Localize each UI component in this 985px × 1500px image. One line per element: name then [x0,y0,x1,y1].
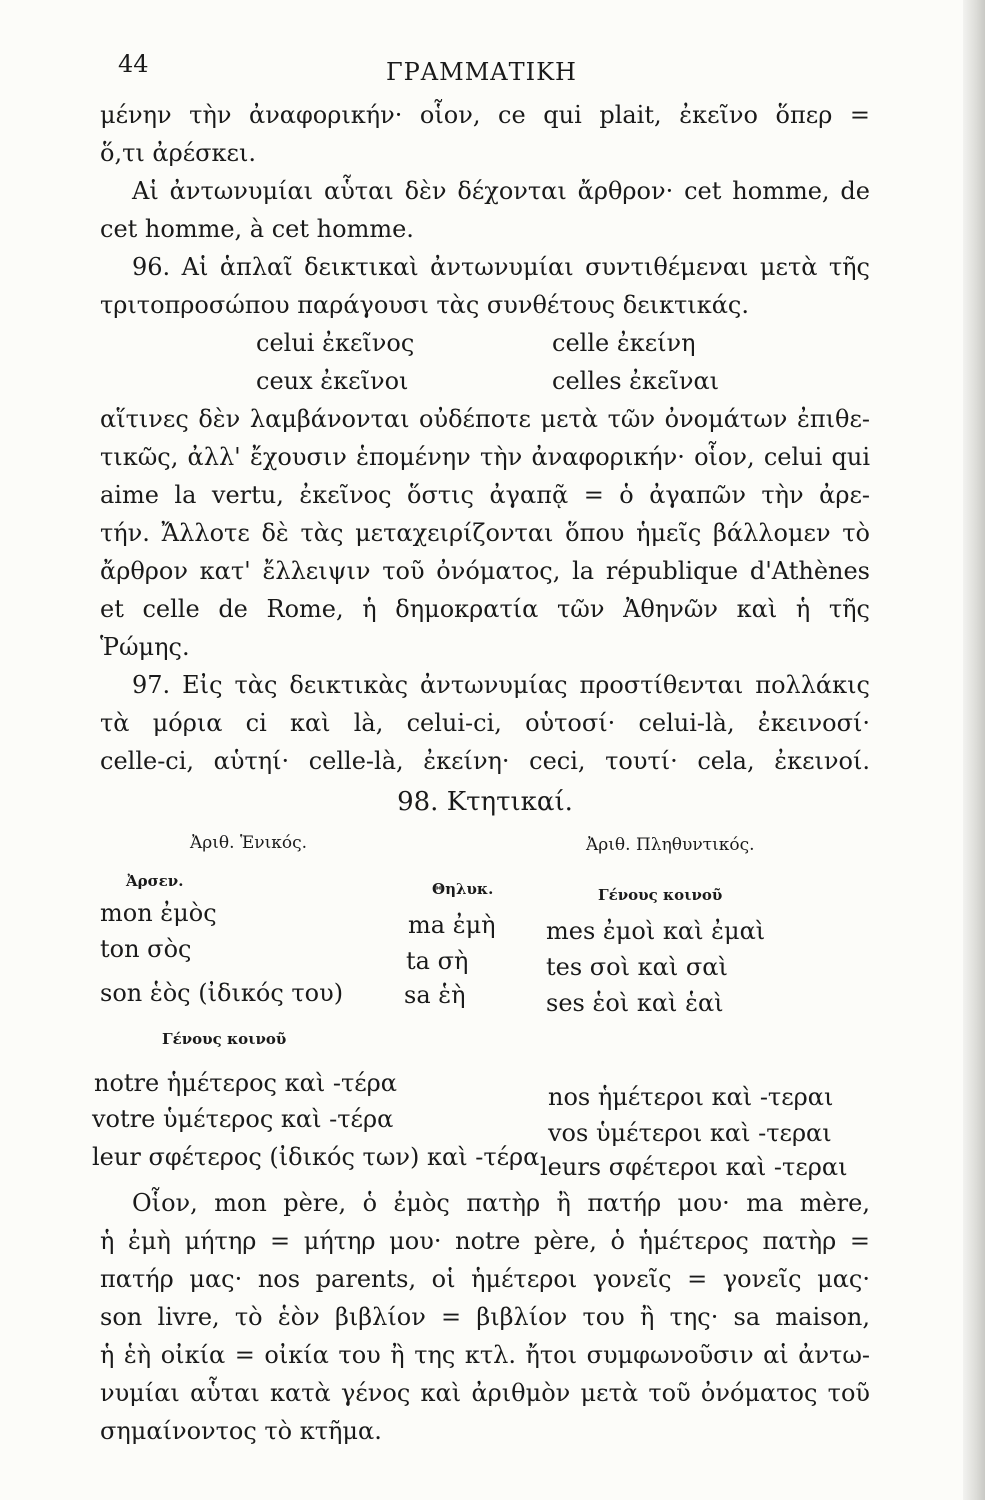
singular-caption: Ἀριθ. Ἑνικός. [190,833,308,853]
demonstrative-fem: celle ἐκείνη [552,329,696,357]
text-line: celle-ci, αὑτηί· celle-là, ἐκείνη· ceci, τουτί· cela, ἐκεινοί. [100,747,870,775]
section-heading: 98. Κτητικαί. [397,787,573,817]
plural-form: mes ἐμοὶ καὶ ἐμαὶ [546,917,766,945]
masculine-form: son ἑὸς (ἰδικός του) [100,979,344,1007]
paragraph-96 [100,248,870,324]
text-line: τριτοπροσώπου παράγουσι τὰς συνθέτους δεικτικάς. [100,291,749,319]
text-line: Αἱ ἀντωνυμίαι αὗται δὲν δέχονται ἄρθρον· cet homme, de [132,177,870,205]
text-line: μένην τὴν ἀναφορικήν· οἷον, ce qui plait, ἐκεῖνο ὅπερ = [100,101,870,129]
common-plural-form: nos ἡμέτεροι καὶ -τεραι [548,1083,834,1111]
text-line: ἄρθρον κατ' ἔλλειψιν τοῦ ὀνόματος, la république d'Athènes [100,557,870,585]
text-line: σημαίνοντος τὸ κτῆμα. [100,1417,382,1445]
plural-caption: Ἀριθ. Πληθυντικός. [586,835,755,855]
masculine-form: mon ἐμὸς [100,899,217,927]
demonstrative-fem: celles ἐκεῖναι [552,367,720,395]
page-body [92,96,870,1450]
demonstrative-row [100,362,870,400]
text-line: τήν. Ἄλλοτε δὲ τὰς μεταχειρίζονται ὅπου ἡμεῖς βάλλομεν τὸ [100,519,870,547]
common-heading: Γένους κοινοῦ [162,1030,287,1048]
text-line: νυμίαι αὗται κατὰ γένος καὶ ἀριθμὸν μετὰ τοῦ ὀνόματος τοῦ [100,1379,870,1407]
feminine-form: ma ἐμὴ [408,911,496,939]
text-line: son livre, τὸ ἑὸν βιβλίον = βιβλίον του ἢ της· sa maison, [100,1303,870,1331]
masculine-heading: Ἀρσεν. [126,872,184,890]
text-line: cet homme, à cet homme. [100,215,414,243]
running-header [118,50,865,90]
text-line: Οἷον, mon père, ὁ ἐμὸς πατὴρ ἢ πατήρ μου· ma mère, [132,1189,870,1217]
text-line: aime la vertu, ἐκεῖνος ὅστις ἀγαπᾷ = ὁ ἀγαπῶν τὴν ἀρε- [100,481,870,509]
text-line: et celle de Rome, ἡ δημοκρατία τῶν Ἀθηνῶν καὶ ἡ τῆς [100,595,870,623]
feminine-heading: Θηλυκ. [432,880,494,898]
text-line: 96. Αἱ ἁπλαῖ δεικτικαὶ ἀντωνυμίαι συντιθέμεναι μετὰ τῆς [132,253,870,281]
common-plural-form: vos ὑμέτεροι καὶ -τεραι [548,1119,832,1147]
text-line: πατήρ μας· nos parents, οἱ ἡμέτεροι γονεῖς = γονεῖς μας· [100,1265,870,1293]
demonstrative-masc: ceux ἐκεῖνοι [256,367,409,395]
common-singular-form: leur σφέτερος (ἰδικός των) καὶ -τέρα [92,1143,540,1171]
running-title: ΓΡΑΜΜΑΤΙΚΗ [386,58,577,86]
possessive-table [100,824,870,1064]
text-line: αἵτινες δὲν λαμβάνονται οὐδέποτε μετὰ τῶν ὀνομάτων ἐπιθε- [100,405,870,433]
masculine-form: ton σὸς [100,935,192,963]
feminine-form: ta σὴ [406,947,469,975]
text-line: Ῥώμης. [100,633,190,661]
common-possessives [92,1064,870,1184]
common-singular-form: notre ἡμέτερος καὶ -τέρα [94,1069,397,1097]
text-line: ὅ,τι ἀρέσκει. [100,139,256,167]
page-number: 44 [118,50,149,78]
demonstrative-list [100,324,870,400]
paragraph-demonstratives [100,400,870,666]
text-line: 97. Εἰς τὰς δεικτικὰς ἀντωνυμίας προστίθενται πολλάκις [132,671,870,699]
text-line: ἡ ἑὴ οἰκία = οἰκία του ἢ της κτλ. ἤτοι συμφωνοῦσιν αἱ ἀντω- [100,1341,870,1369]
plural-form: tes σοὶ καὶ σαὶ [546,953,728,981]
common-singular-form: votre ὑμέτερος καὶ -τέρα [92,1105,394,1133]
feminine-form: sa ἑὴ [404,981,466,1009]
text-line: τὰ μόρια ci καὶ là, celui-ci, οὑτοσί· celui-là, ἐκεινοσί· [100,709,870,737]
demonstrative-masc: celui ἐκεῖνος [256,329,415,357]
common-heading: Γένους κοινοῦ [598,886,723,904]
paragraph-examples [100,1184,870,1450]
text-line: ἡ ἐμὴ μήτηρ = μήτηρ μου· notre père, ὁ ἡμέτερος πατὴρ = [100,1227,870,1255]
paragraph-continuation [100,96,870,248]
page-edge [963,0,985,1500]
plural-form: ses ἑοὶ καὶ ἑαὶ [546,989,724,1017]
text-line: τικῶς, ἀλλ' ἔχουσιν ἑπομένην τὴν ἀναφορικήν· οἷον, celui qui [100,443,870,471]
paragraph-97 [100,666,870,780]
common-plural-form: leurs σφέτεροι καὶ -τεραι [540,1153,848,1181]
demonstrative-row [100,324,870,362]
